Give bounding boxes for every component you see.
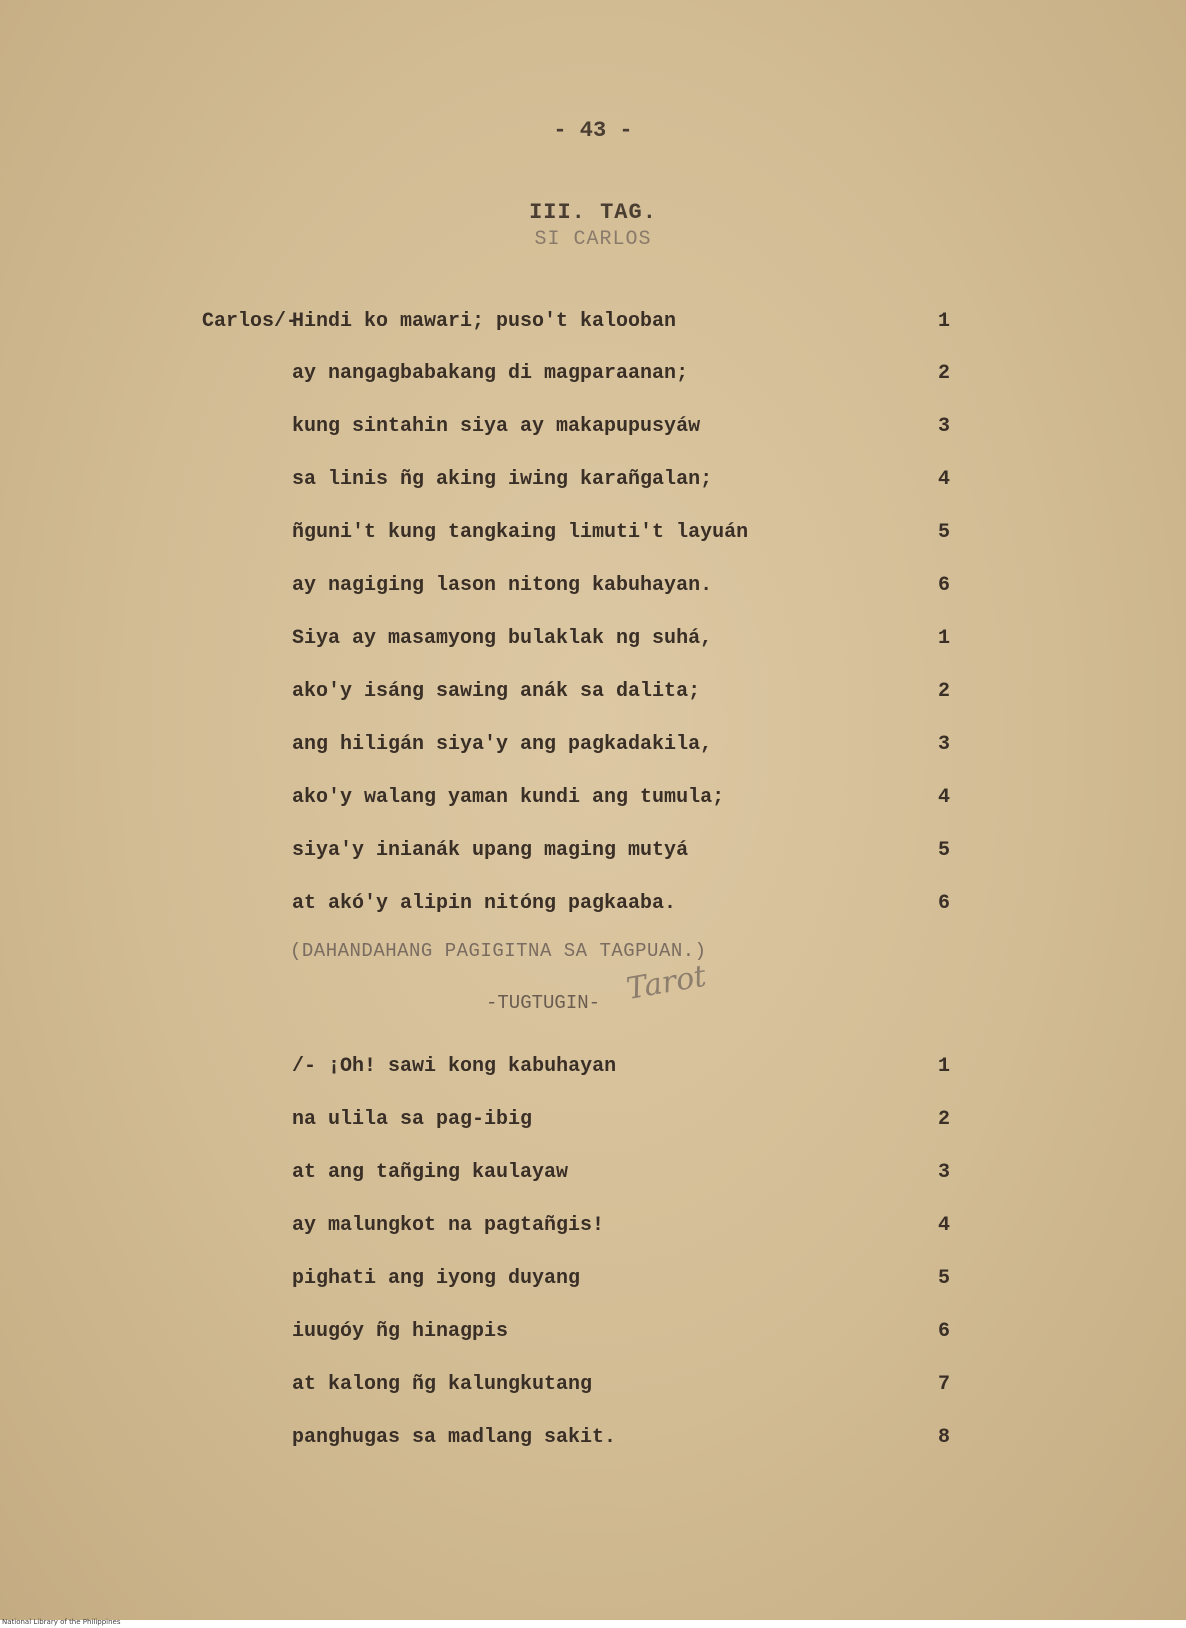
verse-line-text: ay nangagbabakang di magparaanan; bbox=[292, 362, 689, 385]
verse-line bbox=[0, 1108, 1186, 1138]
line-number: 1 bbox=[938, 310, 951, 333]
verse-line-text bbox=[292, 1055, 616, 1078]
line-number: 3 bbox=[938, 1161, 951, 1184]
verse-line-text: sa linis ñg aking iwing karañgalan; bbox=[292, 468, 713, 491]
verse-line-text: Siya ay masamyong bulaklak ng suhá, bbox=[292, 627, 713, 650]
line-number: 1 bbox=[938, 1055, 951, 1078]
line-number: 4 bbox=[938, 1214, 951, 1237]
verse-line bbox=[0, 1267, 1186, 1297]
verse-line bbox=[0, 574, 1186, 604]
stage-direction: (DAHANDAHANG PAGIGITNA SA TAGPUAN.) bbox=[290, 940, 707, 962]
line-number: 1 bbox=[938, 627, 951, 650]
verse-line bbox=[0, 892, 1186, 922]
verse-line bbox=[0, 627, 1186, 657]
verse-line bbox=[0, 362, 1186, 392]
verse-line-text: kung sintahin siya ay makapupusyáw bbox=[292, 415, 701, 438]
line-number: 6 bbox=[938, 574, 951, 597]
line-number: 5 bbox=[938, 521, 951, 544]
verse-line-text: ako'y isáng sawing anák sa dalita; bbox=[292, 680, 701, 703]
verse-line-text: ay malungkot na pagtañgis! bbox=[292, 1214, 605, 1237]
line-number: 6 bbox=[938, 892, 951, 915]
verse-line bbox=[0, 1161, 1186, 1191]
line-number: 2 bbox=[938, 680, 951, 703]
line-number: 2 bbox=[938, 362, 951, 385]
verse-line bbox=[0, 1426, 1186, 1456]
scene-heading: SI CARLOS bbox=[534, 228, 652, 251]
line-number: 8 bbox=[938, 1426, 951, 1449]
verse-line bbox=[0, 415, 1186, 445]
page-number: - 43 - bbox=[553, 118, 633, 143]
verse-line-text: panghugas sa madlang sakit. bbox=[292, 1426, 617, 1449]
speaker-label: /- bbox=[292, 1055, 317, 1078]
verse-line bbox=[0, 733, 1186, 763]
verse-line-text: na ulila sa pag-ibig bbox=[292, 1108, 533, 1131]
line-number: 2 bbox=[938, 1108, 951, 1131]
act-heading: III. TAG. bbox=[529, 200, 657, 225]
verse-line bbox=[0, 521, 1186, 551]
line-number: 4 bbox=[938, 786, 951, 809]
verse-line-text: pighati ang iyong duyang bbox=[292, 1267, 581, 1290]
speaker-label: Carlos/- bbox=[202, 310, 299, 333]
verse-line bbox=[0, 839, 1186, 869]
verse-line-text: at akó'y alipin nitóng pagkaaba. bbox=[292, 892, 677, 915]
line-number: 7 bbox=[938, 1373, 951, 1396]
verse-line-text: at kalong ñg kalungkutang bbox=[292, 1373, 593, 1396]
verse-line bbox=[0, 468, 1186, 498]
handwritten-note: Tarot bbox=[623, 958, 709, 1007]
verse-line-text: Hindi ko mawari; puso't kalooban bbox=[292, 310, 677, 333]
verse-line bbox=[0, 1320, 1186, 1350]
footer-credit: National Library of the Philippines bbox=[2, 1618, 121, 1626]
verse-line-content: ¡Oh! sawi kong kabuhayan bbox=[328, 1055, 617, 1078]
verse-line bbox=[0, 1055, 1186, 1085]
line-number: 4 bbox=[938, 468, 951, 491]
verse-line-text: ang hiligán siya'y ang pagkadakila, bbox=[292, 733, 713, 756]
line-number: 3 bbox=[938, 415, 951, 438]
music-cue: -TUGTUGIN- bbox=[486, 992, 601, 1014]
verse-line-text: ako'y walang yaman kundi ang tumula; bbox=[292, 786, 725, 809]
verse-line bbox=[0, 680, 1186, 710]
verse-line bbox=[0, 786, 1186, 816]
verse-line bbox=[0, 1214, 1186, 1244]
verse-line-text: iuugóy ñg hinagpis bbox=[292, 1320, 509, 1343]
verse-line-text: siya'y inianák upang maging mutyá bbox=[292, 839, 689, 862]
line-number: 6 bbox=[938, 1320, 951, 1343]
line-number: 3 bbox=[938, 733, 951, 756]
verse-line-text: ñguni't kung tangkaing limuti't layuán bbox=[292, 521, 749, 544]
verse-line bbox=[0, 310, 1186, 340]
line-number: 5 bbox=[938, 839, 951, 862]
verse-line-text: ay nagiging lason nitong kabuhayan. bbox=[292, 574, 713, 597]
verse-line bbox=[0, 1373, 1186, 1403]
line-number: 5 bbox=[938, 1267, 951, 1290]
verse-line-text: at ang tañging kaulayaw bbox=[292, 1161, 569, 1184]
